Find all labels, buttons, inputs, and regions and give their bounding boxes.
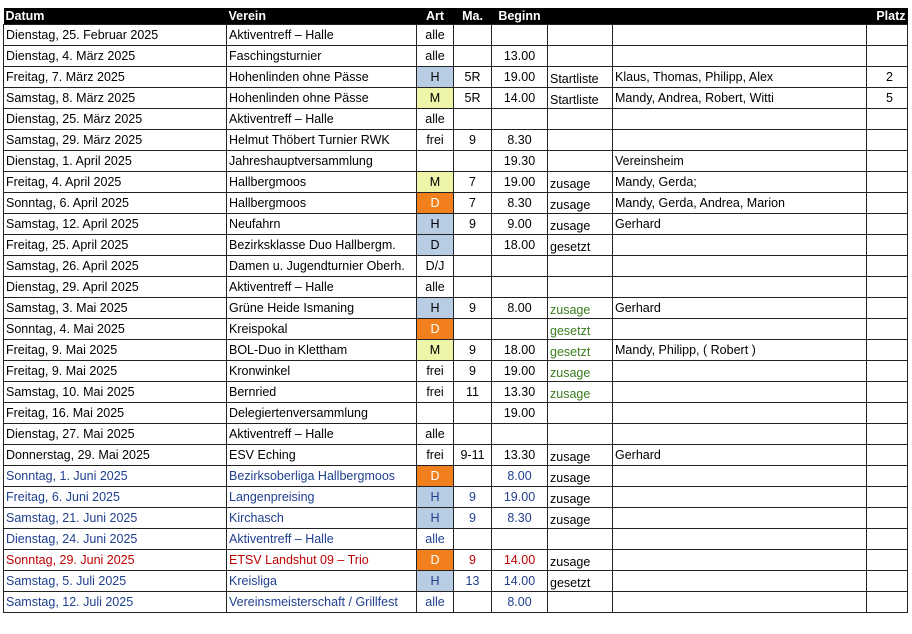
cell-status: gesetzt [548, 340, 613, 361]
table-row [4, 109, 908, 130]
cell-verein: Aktiventreff – Halle [227, 109, 417, 130]
cell-platz [867, 340, 908, 361]
cell-art: M [417, 340, 454, 361]
cell-ma [454, 277, 492, 298]
cell-teilnehmer [613, 382, 867, 403]
cell-ma [454, 151, 492, 172]
cell-beginn [492, 277, 548, 298]
table-row [4, 25, 908, 46]
cell-platz [867, 529, 908, 550]
cell-art: H [417, 214, 454, 235]
cell-ma: 9 [454, 298, 492, 319]
cell-art: alle [417, 592, 454, 613]
table-row [4, 67, 908, 88]
cell-ma: 7 [454, 172, 492, 193]
cell-art: H [417, 487, 454, 508]
cell-datum: Samstag, 21. Juni 2025 [4, 508, 227, 529]
table-row [4, 550, 908, 571]
cell-teilnehmer: Klaus, Thomas, Philipp, Alex [613, 67, 867, 88]
cell-platz [867, 487, 908, 508]
cell-datum: Samstag, 26. April 2025 [4, 256, 227, 277]
cell-teilnehmer: Mandy, Gerda; [613, 172, 867, 193]
cell-art: D/J [417, 256, 454, 277]
table-row [4, 571, 908, 592]
cell-platz [867, 130, 908, 151]
cell-art: H [417, 508, 454, 529]
cell-art: H [417, 571, 454, 592]
cell-status: zusage [548, 445, 613, 466]
cell-art: alle [417, 25, 454, 46]
cell-ma: 9 [454, 550, 492, 571]
cell-teilnehmer: Gerhard [613, 445, 867, 466]
cell-verein: Aktiventreff – Halle [227, 529, 417, 550]
cell-teilnehmer [613, 256, 867, 277]
cell-beginn: 9.00 [492, 214, 548, 235]
cell-platz [867, 550, 908, 571]
cell-ma: 9 [454, 214, 492, 235]
cell-ma [454, 403, 492, 424]
header-row [4, 8, 908, 25]
cell-status: gesetzt [548, 571, 613, 592]
cell-status: gesetzt [548, 319, 613, 340]
table-row [4, 445, 908, 466]
cell-teilnehmer [613, 487, 867, 508]
cell-datum: Freitag, 16. Mai 2025 [4, 403, 227, 424]
cell-platz [867, 256, 908, 277]
cell-platz [867, 403, 908, 424]
cell-verein: Damen u. Jugendturnier Oberh. [227, 256, 417, 277]
header-art: Art [417, 8, 454, 25]
cell-verein: Hallbergmoos [227, 193, 417, 214]
cell-beginn: 13.30 [492, 445, 548, 466]
table-row [4, 256, 908, 277]
cell-verein: Langenpreising [227, 487, 417, 508]
cell-teilnehmer [613, 466, 867, 487]
table-row [4, 319, 908, 340]
cell-status: Startliste [548, 67, 613, 88]
cell-art: D [417, 550, 454, 571]
cell-verein: Kreispokal [227, 319, 417, 340]
table-row [4, 508, 908, 529]
cell-teilnehmer [613, 592, 867, 613]
cell-status: zusage [548, 466, 613, 487]
cell-art: M [417, 88, 454, 109]
cell-teilnehmer [613, 25, 867, 46]
cell-verein: Aktiventreff – Halle [227, 25, 417, 46]
cell-ma: 13 [454, 571, 492, 592]
cell-platz [867, 277, 908, 298]
cell-teilnehmer: Gerhard [613, 214, 867, 235]
table-row [4, 88, 908, 109]
cell-datum: Dienstag, 24. Juni 2025 [4, 529, 227, 550]
cell-ma: 9-11 [454, 445, 492, 466]
cell-art: H [417, 298, 454, 319]
header-beginn: Beginn [492, 8, 548, 25]
cell-verein: Bernried [227, 382, 417, 403]
table-row [4, 172, 908, 193]
table-row [4, 466, 908, 487]
cell-datum: Freitag, 25. April 2025 [4, 235, 227, 256]
cell-datum: Freitag, 9. Mai 2025 [4, 361, 227, 382]
cell-status [548, 424, 613, 445]
table-row [4, 277, 908, 298]
cell-ma [454, 109, 492, 130]
cell-status: zusage [548, 172, 613, 193]
cell-status: Startliste [548, 88, 613, 109]
cell-teilnehmer [613, 361, 867, 382]
cell-art: H [417, 67, 454, 88]
cell-ma [454, 592, 492, 613]
cell-verein: Hohenlinden ohne Pässe [227, 88, 417, 109]
cell-teilnehmer [613, 319, 867, 340]
cell-beginn [492, 25, 548, 46]
table-row [4, 151, 908, 172]
cell-teilnehmer: Mandy, Philipp, ( Robert ) [613, 340, 867, 361]
cell-status: zusage [548, 550, 613, 571]
cell-teilnehmer [613, 277, 867, 298]
cell-platz [867, 571, 908, 592]
cell-beginn: 8.00 [492, 298, 548, 319]
cell-status [548, 151, 613, 172]
cell-verein: Aktiventreff – Halle [227, 277, 417, 298]
cell-status: zusage [548, 193, 613, 214]
cell-platz: 2 [867, 67, 908, 88]
cell-ma: 11 [454, 382, 492, 403]
cell-ma: 5R [454, 67, 492, 88]
table-row [4, 424, 908, 445]
cell-art: D [417, 193, 454, 214]
cell-beginn [492, 529, 548, 550]
cell-platz [867, 382, 908, 403]
cell-beginn: 13.00 [492, 46, 548, 67]
table-row [4, 529, 908, 550]
cell-beginn: 18.00 [492, 235, 548, 256]
cell-status [548, 592, 613, 613]
cell-teilnehmer [613, 109, 867, 130]
cell-art: D [417, 466, 454, 487]
header-teilnehmer [613, 8, 867, 25]
cell-art [417, 403, 454, 424]
cell-datum: Samstag, 8. März 2025 [4, 88, 227, 109]
cell-beginn: 19.00 [492, 361, 548, 382]
cell-datum: Freitag, 9. Mai 2025 [4, 340, 227, 361]
cell-ma [454, 424, 492, 445]
cell-verein: Kronwinkel [227, 361, 417, 382]
cell-status [548, 109, 613, 130]
cell-platz [867, 25, 908, 46]
cell-verein: Neufahrn [227, 214, 417, 235]
cell-verein: Helmut Thöbert Turnier RWK [227, 130, 417, 151]
table-row [4, 46, 908, 67]
header-ma: Ma. [454, 8, 492, 25]
cell-art: alle [417, 109, 454, 130]
cell-ma: 9 [454, 508, 492, 529]
cell-teilnehmer: Gerhard [613, 298, 867, 319]
cell-beginn [492, 109, 548, 130]
cell-platz [867, 193, 908, 214]
cell-beginn: 14.00 [492, 550, 548, 571]
cell-datum: Sonntag, 6. April 2025 [4, 193, 227, 214]
cell-teilnehmer [613, 424, 867, 445]
cell-platz [867, 508, 908, 529]
cell-platz [867, 319, 908, 340]
cell-ma [454, 529, 492, 550]
cell-beginn: 19.00 [492, 487, 548, 508]
cell-teilnehmer: Mandy, Gerda, Andrea, Marion [613, 193, 867, 214]
cell-verein: Grüne Heide Ismaning [227, 298, 417, 319]
cell-verein: Hohenlinden ohne Pässe [227, 67, 417, 88]
cell-beginn [492, 424, 548, 445]
cell-status: zusage [548, 508, 613, 529]
cell-datum: Dienstag, 25. März 2025 [4, 109, 227, 130]
cell-status: gesetzt [548, 235, 613, 256]
cell-datum: Sonntag, 1. Juni 2025 [4, 466, 227, 487]
table-row [4, 382, 908, 403]
cell-status: zusage [548, 382, 613, 403]
cell-datum: Dienstag, 25. Februar 2025 [4, 25, 227, 46]
cell-ma [454, 46, 492, 67]
cell-art: frei [417, 382, 454, 403]
header-platz: Platz [867, 8, 908, 25]
table-row [4, 130, 908, 151]
cell-platz [867, 361, 908, 382]
cell-teilnehmer: Mandy, Andrea, Robert, Witti [613, 88, 867, 109]
cell-beginn: 8.30 [492, 508, 548, 529]
cell-art: frei [417, 130, 454, 151]
cell-verein: BOL-Duo in Klettham [227, 340, 417, 361]
cell-platz [867, 151, 908, 172]
cell-beginn: 14.00 [492, 88, 548, 109]
cell-platz [867, 466, 908, 487]
cell-verein: Vereinsmeisterschaft / Grillfest [227, 592, 417, 613]
cell-teilnehmer [613, 403, 867, 424]
cell-platz [867, 424, 908, 445]
cell-platz [867, 298, 908, 319]
cell-platz [867, 592, 908, 613]
cell-status: zusage [548, 298, 613, 319]
table-row [4, 193, 908, 214]
cell-platz [867, 235, 908, 256]
table-row [4, 403, 908, 424]
cell-status [548, 403, 613, 424]
cell-datum: Dienstag, 1. April 2025 [4, 151, 227, 172]
cell-ma: 9 [454, 487, 492, 508]
cell-teilnehmer [613, 130, 867, 151]
cell-datum: Dienstag, 29. April 2025 [4, 277, 227, 298]
table-row [4, 298, 908, 319]
table-row [4, 361, 908, 382]
termine-table [3, 8, 908, 613]
cell-ma: 9 [454, 340, 492, 361]
cell-teilnehmer [613, 571, 867, 592]
cell-platz [867, 445, 908, 466]
header-datum: Datum [4, 8, 227, 25]
cell-datum: Samstag, 29. März 2025 [4, 130, 227, 151]
cell-beginn: 8.00 [492, 466, 548, 487]
cell-art: D [417, 319, 454, 340]
cell-teilnehmer [613, 550, 867, 571]
cell-verein: Bezirksklasse Duo Hallbergm. [227, 235, 417, 256]
cell-datum: Samstag, 12. April 2025 [4, 214, 227, 235]
cell-status: zusage [548, 487, 613, 508]
table-row [4, 487, 908, 508]
cell-datum: Samstag, 10. Mai 2025 [4, 382, 227, 403]
cell-ma [454, 466, 492, 487]
cell-beginn: 8.30 [492, 130, 548, 151]
cell-verein: Jahreshauptversammlung [227, 151, 417, 172]
cell-status: zusage [548, 214, 613, 235]
cell-art: alle [417, 529, 454, 550]
cell-platz: 5 [867, 88, 908, 109]
cell-teilnehmer [613, 508, 867, 529]
cell-ma [454, 235, 492, 256]
cell-status [548, 130, 613, 151]
cell-verein: Bezirksoberliga Hallbergmoos [227, 466, 417, 487]
cell-art: frei [417, 445, 454, 466]
cell-teilnehmer [613, 235, 867, 256]
cell-ma [454, 319, 492, 340]
cell-ma [454, 25, 492, 46]
cell-status [548, 256, 613, 277]
cell-platz [867, 109, 908, 130]
cell-art: D [417, 235, 454, 256]
cell-datum: Freitag, 7. März 2025 [4, 67, 227, 88]
cell-art: M [417, 172, 454, 193]
cell-datum: Donnerstag, 29. Mai 2025 [4, 445, 227, 466]
cell-status [548, 25, 613, 46]
table-row [4, 235, 908, 256]
cell-teilnehmer [613, 46, 867, 67]
header-verein: Verein [227, 8, 417, 25]
cell-beginn: 19.00 [492, 403, 548, 424]
cell-verein: Hallbergmoos [227, 172, 417, 193]
cell-beginn [492, 256, 548, 277]
table-row [4, 592, 908, 613]
cell-beginn: 19.30 [492, 151, 548, 172]
cell-verein: Aktiventreff – Halle [227, 424, 417, 445]
cell-beginn: 19.00 [492, 67, 548, 88]
cell-datum: Samstag, 12. Juli 2025 [4, 592, 227, 613]
cell-art: alle [417, 424, 454, 445]
cell-beginn: 8.30 [492, 193, 548, 214]
cell-verein: Faschingsturnier [227, 46, 417, 67]
cell-ma: 9 [454, 361, 492, 382]
cell-ma: 5R [454, 88, 492, 109]
cell-ma: 7 [454, 193, 492, 214]
cell-verein: ETSV Landshut 09 – Trio [227, 550, 417, 571]
cell-art: alle [417, 46, 454, 67]
cell-verein: Kirchasch [227, 508, 417, 529]
table-row [4, 214, 908, 235]
cell-platz [867, 172, 908, 193]
cell-art: alle [417, 277, 454, 298]
cell-art: frei [417, 361, 454, 382]
cell-datum: Dienstag, 27. Mai 2025 [4, 424, 227, 445]
cell-platz [867, 214, 908, 235]
cell-datum: Samstag, 5. Juli 2025 [4, 571, 227, 592]
cell-art [417, 151, 454, 172]
cell-status [548, 529, 613, 550]
cell-datum: Freitag, 6. Juni 2025 [4, 487, 227, 508]
cell-status: zusage [548, 361, 613, 382]
cell-beginn: 8.00 [492, 592, 548, 613]
cell-platz [867, 46, 908, 67]
cell-datum: Sonntag, 29. Juni 2025 [4, 550, 227, 571]
cell-datum: Samstag, 3. Mai 2025 [4, 298, 227, 319]
cell-datum: Freitag, 4. April 2025 [4, 172, 227, 193]
cell-verein: Kreisliga [227, 571, 417, 592]
cell-ma: 9 [454, 130, 492, 151]
cell-beginn: 19.00 [492, 172, 548, 193]
cell-datum: Dienstag, 4. März 2025 [4, 46, 227, 67]
cell-verein: ESV Eching [227, 445, 417, 466]
cell-status [548, 46, 613, 67]
table-body [4, 25, 908, 613]
cell-teilnehmer [613, 529, 867, 550]
cell-beginn: 18.00 [492, 340, 548, 361]
cell-teilnehmer: Vereinsheim [613, 151, 867, 172]
cell-verein: Delegiertenversammlung [227, 403, 417, 424]
cell-status [548, 277, 613, 298]
cell-beginn: 13.30 [492, 382, 548, 403]
cell-ma [454, 256, 492, 277]
cell-beginn: 14.00 [492, 571, 548, 592]
cell-datum: Sonntag, 4. Mai 2025 [4, 319, 227, 340]
table-row [4, 340, 908, 361]
header-status [548, 8, 613, 25]
cell-beginn [492, 319, 548, 340]
